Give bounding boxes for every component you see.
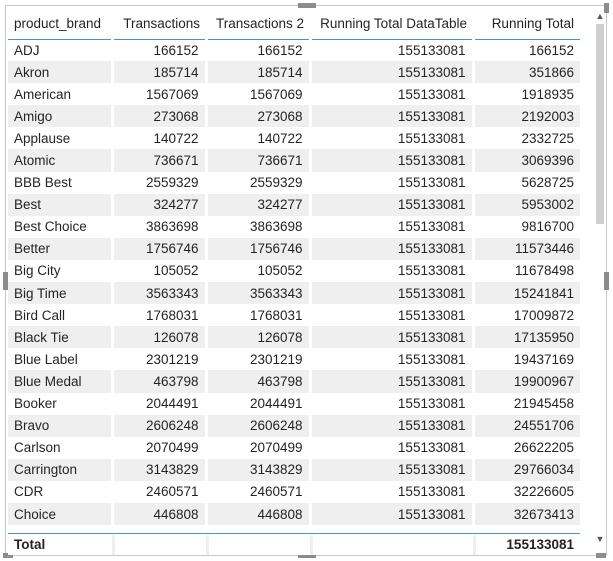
row-value-cell: 126078 xyxy=(206,326,310,348)
row-value-cell: 1756746 xyxy=(206,238,310,260)
table-row[interactable] xyxy=(8,238,580,260)
row-value-cell: 155133081 xyxy=(310,393,473,415)
row-value-cell: 155133081 xyxy=(310,172,473,194)
row-brand-cell: Better xyxy=(8,238,112,260)
row-value-cell: 126078 xyxy=(112,326,206,348)
table-body xyxy=(8,39,580,525)
row-value-cell: 155133081 xyxy=(310,149,473,171)
row-value-cell: 155133081 xyxy=(310,370,473,392)
row-value-cell: 155133081 xyxy=(310,437,473,459)
row-value-cell: 1918935 xyxy=(521,86,574,102)
column-header-4[interactable]: Running Total xyxy=(473,8,580,39)
row-value-cell: 273068 xyxy=(206,105,310,127)
row-brand-cell: Carrington xyxy=(8,459,112,481)
row-value-cell: 140722 xyxy=(206,127,310,149)
row-brand-cell: Blue Medal xyxy=(8,370,112,392)
row-value-cell: 155133081 xyxy=(310,503,473,525)
table-row[interactable] xyxy=(8,105,580,127)
row-value-cell: 32673413 xyxy=(473,503,580,525)
table-row[interactable] xyxy=(8,481,580,503)
row-value-cell: 3563343 xyxy=(112,282,206,304)
table-row[interactable] xyxy=(8,348,580,370)
row-value-cell: 3143829 xyxy=(206,459,310,481)
table-row[interactable] xyxy=(8,260,580,282)
scroll-up-icon[interactable]: ▲ xyxy=(595,11,605,21)
row-brand-cell: Carlson xyxy=(8,437,112,459)
row-value-cell: 21945458 xyxy=(513,396,574,412)
row-brand-cell: Bird Call xyxy=(8,304,112,326)
row-value-cell: 2559329 xyxy=(206,172,310,194)
row-value-cell: 29766034 xyxy=(473,459,580,481)
row-value-cell: 3563343 xyxy=(206,282,310,304)
row-value-cell: 155133081 xyxy=(310,194,473,216)
row-value-cell: 17135950 xyxy=(473,326,580,348)
row-value-cell: 155133081 xyxy=(310,304,473,326)
table-visual xyxy=(5,5,607,556)
header-row xyxy=(8,8,580,39)
row-value-cell: 155133081 xyxy=(310,481,473,503)
table-row[interactable] xyxy=(8,370,580,392)
table-row[interactable] xyxy=(8,282,580,304)
row-value-cell: 2044491 xyxy=(206,393,310,415)
row-brand-cell: Atomic xyxy=(8,149,112,171)
table-row[interactable] xyxy=(8,437,580,459)
row-value-cell: 155133081 xyxy=(310,39,473,61)
row-value-cell: 2460571 xyxy=(112,481,206,503)
row-value-cell: 155133081 xyxy=(310,459,473,481)
row-value-cell: 2301219 xyxy=(206,348,310,370)
row-value-cell: 105052 xyxy=(206,260,310,282)
column-separator xyxy=(206,535,209,555)
row-brand-cell: American xyxy=(8,83,112,105)
row-brand-cell: Bravo xyxy=(8,415,112,437)
row-value-cell: 155133081 xyxy=(310,216,473,238)
row-value-cell: 463798 xyxy=(112,370,206,392)
row-brand-cell: Black Tie xyxy=(8,326,112,348)
scroll-thumb[interactable] xyxy=(596,24,604,224)
column-header-2[interactable]: Transactions 2 xyxy=(206,8,310,39)
table-body-region[interactable] xyxy=(8,8,596,554)
table-row[interactable] xyxy=(8,194,580,216)
row-brand-cell: Blue Label xyxy=(8,348,112,370)
table-row[interactable] xyxy=(8,61,580,83)
resize-handle-corner-br[interactable] xyxy=(596,553,606,558)
table-row[interactable] xyxy=(8,503,580,525)
data-table xyxy=(8,8,580,525)
row-brand-cell: Booker xyxy=(8,393,112,415)
row-value-cell: 166152 xyxy=(206,39,310,61)
row-value-cell: 166152 xyxy=(112,39,206,61)
table-row[interactable] xyxy=(8,216,580,238)
vertical-scrollbar[interactable] xyxy=(594,8,606,551)
table-row[interactable] xyxy=(8,415,580,437)
row-value-cell: 155133081 xyxy=(310,83,473,105)
column-header-3[interactable]: Running Total DataTable xyxy=(310,8,473,39)
row-value-cell: 3863698 xyxy=(206,216,310,238)
total-running-total: 155133081 xyxy=(506,537,574,552)
row-value-cell: 736671 xyxy=(112,149,206,171)
column-separator xyxy=(112,535,115,555)
row-value-cell: 155133081 xyxy=(310,238,473,260)
row-value-cell: 19437169 xyxy=(513,351,574,367)
column-header-0[interactable]: product_brand xyxy=(8,8,112,39)
row-value-cell: 2070499 xyxy=(112,437,206,459)
row-value-cell: 3069396 xyxy=(473,149,580,171)
row-value-cell: 324277 xyxy=(206,194,310,216)
row-value-cell: 155133081 xyxy=(310,127,473,149)
row-value-cell: 11678498 xyxy=(514,263,574,279)
row-value-cell: 26622205 xyxy=(513,440,574,456)
row-value-cell: 1768031 xyxy=(112,304,206,326)
row-value-cell: 463798 xyxy=(206,370,310,392)
row-value-cell: 155133081 xyxy=(310,415,473,437)
table-row[interactable] xyxy=(8,39,580,61)
row-value-cell: 1567069 xyxy=(206,83,310,105)
row-value-cell: 5953002 xyxy=(473,194,580,216)
row-value-cell: 3863698 xyxy=(112,216,206,238)
row-value-cell: 32226605 xyxy=(513,484,574,500)
row-value-cell: 5628725 xyxy=(521,175,574,191)
row-brand-cell: Choice xyxy=(8,503,112,525)
row-brand-cell: Best Choice xyxy=(8,216,112,238)
row-value-cell: 155133081 xyxy=(310,282,473,304)
row-value-cell: 324277 xyxy=(112,194,206,216)
row-value-cell: 19900967 xyxy=(473,370,580,392)
row-value-cell: 11573446 xyxy=(473,238,580,260)
table-row[interactable] xyxy=(8,83,580,105)
scroll-down-icon[interactable]: ▼ xyxy=(595,534,605,544)
row-value-cell: 185714 xyxy=(112,61,206,83)
total-row xyxy=(8,533,580,555)
row-value-cell: 1768031 xyxy=(206,304,310,326)
table-row[interactable] xyxy=(8,326,580,348)
row-brand-cell: Big City xyxy=(8,260,112,282)
row-brand-cell: ADJ xyxy=(8,39,112,61)
row-value-cell: 2559329 xyxy=(112,172,206,194)
row-value-cell: 736671 xyxy=(206,149,310,171)
column-header-1[interactable]: Transactions xyxy=(112,8,206,39)
row-value-cell: 155133081 xyxy=(310,105,473,127)
row-value-cell: 155133081 xyxy=(310,348,473,370)
row-value-cell: 2070499 xyxy=(206,437,310,459)
row-value-cell: 155133081 xyxy=(310,260,473,282)
row-value-cell: 2044491 xyxy=(112,393,206,415)
row-value-cell: 2301219 xyxy=(112,348,206,370)
column-separator xyxy=(473,535,476,555)
row-value-cell: 446808 xyxy=(206,503,310,525)
row-value-cell: 1756746 xyxy=(112,238,206,260)
row-value-cell: 2606248 xyxy=(112,415,206,437)
row-value-cell: 2332725 xyxy=(521,130,574,146)
row-brand-cell: Amigo xyxy=(8,105,112,127)
row-value-cell: 24551706 xyxy=(473,415,580,437)
table-row[interactable] xyxy=(8,459,580,481)
row-value-cell: 140722 xyxy=(112,127,206,149)
row-value-cell: 1567069 xyxy=(112,83,206,105)
row-value-cell: 3143829 xyxy=(112,459,206,481)
table-row[interactable] xyxy=(8,172,580,194)
row-value-cell: 2192003 xyxy=(473,105,580,127)
table-row[interactable] xyxy=(8,149,580,171)
table-row[interactable] xyxy=(8,304,580,326)
row-value-cell: 2460571 xyxy=(206,481,310,503)
row-value-cell: 155133081 xyxy=(310,326,473,348)
row-brand-cell: Akron xyxy=(8,61,112,83)
row-value-cell: 446808 xyxy=(112,503,206,525)
total-label: Total xyxy=(14,537,46,552)
row-value-cell: 2606248 xyxy=(206,415,310,437)
row-value-cell: 351866 xyxy=(473,61,580,83)
row-brand-cell: Best xyxy=(8,194,112,216)
row-value-cell: 166152 xyxy=(528,42,574,58)
row-value-cell: 155133081 xyxy=(310,61,473,83)
row-brand-cell: CDR xyxy=(8,481,112,503)
table-row[interactable] xyxy=(8,393,580,415)
row-value-cell: 15241841 xyxy=(473,282,580,304)
column-separator xyxy=(310,535,313,555)
row-value-cell: 9816700 xyxy=(521,219,574,235)
row-brand-cell: Applause xyxy=(8,127,112,149)
row-brand-cell: BBB Best xyxy=(8,172,112,194)
row-value-cell: 185714 xyxy=(206,61,310,83)
table-row[interactable] xyxy=(8,127,580,149)
row-value-cell: 17009872 xyxy=(513,307,574,323)
row-value-cell: 273068 xyxy=(112,105,206,127)
row-value-cell: 105052 xyxy=(112,260,206,282)
row-brand-cell: Big Time xyxy=(8,282,112,304)
